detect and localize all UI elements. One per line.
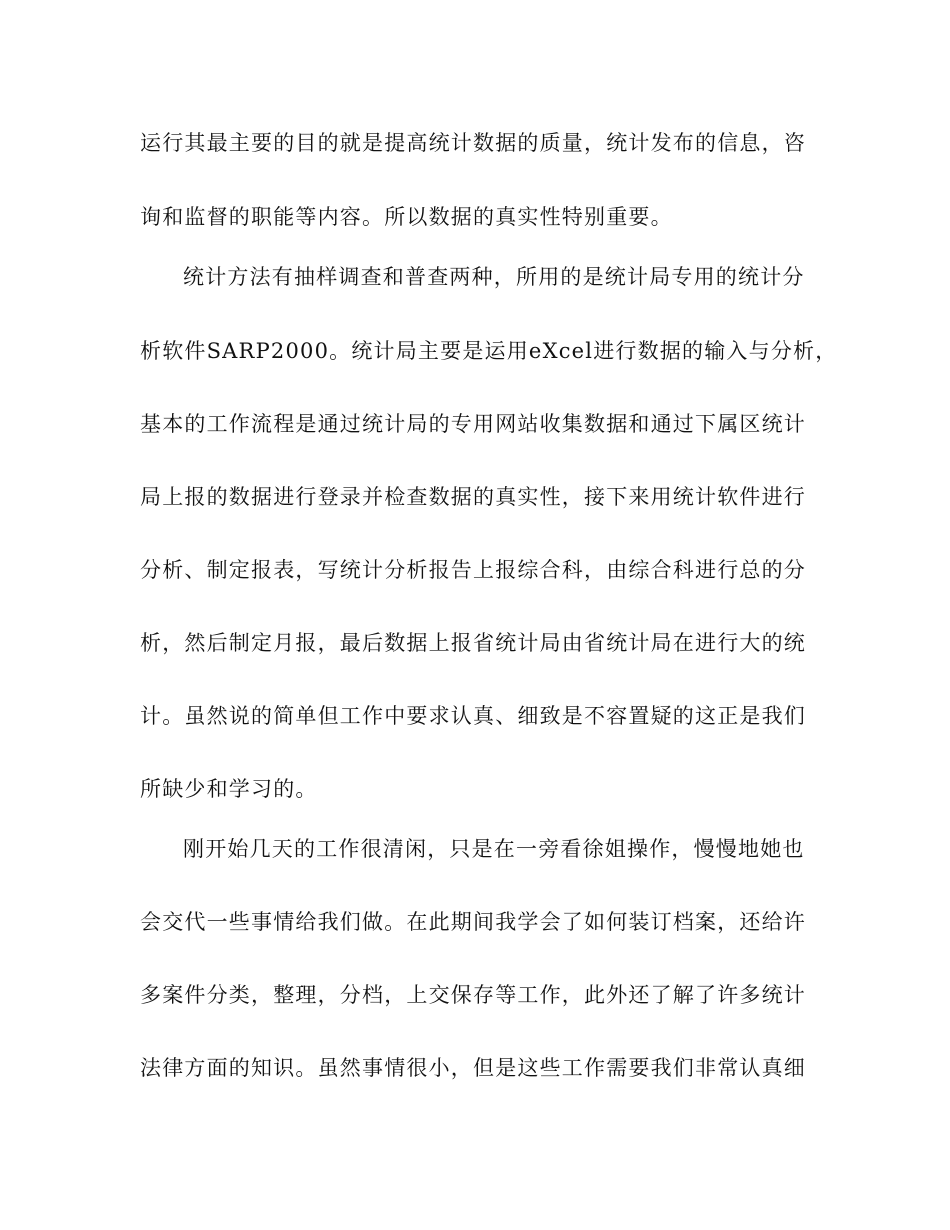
text-line: 法律方面的知识。虽然事情很小，但是这些工作需要我们非常认真细	[140, 1056, 806, 1080]
text-line: 多案件分类，整理，分档，上交保存等工作，此外还了解了许多统计	[140, 983, 806, 1007]
text-line: 所缺少和学习的。	[140, 777, 318, 801]
text-line: 计。虽然说的简单但工作中要求认真、细致是不容置疑的这正是我们	[140, 704, 806, 728]
text-line: 局上报的数据进行登录并检查数据的真实性，接下来用统计软件进行	[140, 485, 806, 509]
text-line: 会交代一些事情给我们做。在此期间我学会了如何装订档案，还给许	[140, 910, 806, 934]
text-line: 基本的工作流程是通过统计局的专用网站收集数据和通过下属区统计	[140, 412, 806, 436]
text-line: 询和监督的职能等内容。所以数据的真实性特别重要。	[140, 205, 673, 229]
text-line: 分析、制定报表，写统计分析报告上报综合科，由综合科进行总的分	[140, 558, 806, 582]
paragraph-first-line: 统计方法有抽样调查和普查两种，所用的是统计局专用的统计分	[183, 265, 805, 289]
paragraph-first-line: 刚开始几天的工作很清闲，只是在一旁看徐姐操作，慢慢地她也	[183, 837, 805, 861]
text-line: 析软件SARP2000。统计局主要是运用eXcel进行数据的输入与分析，	[140, 339, 838, 363]
text-line: 析，然后制定月报，最后数据上报省统计局由省统计局在进行大的统	[140, 631, 806, 655]
text-line: 运行其最主要的目的就是提高统计数据的质量，统计发布的信息，咨	[140, 131, 806, 155]
